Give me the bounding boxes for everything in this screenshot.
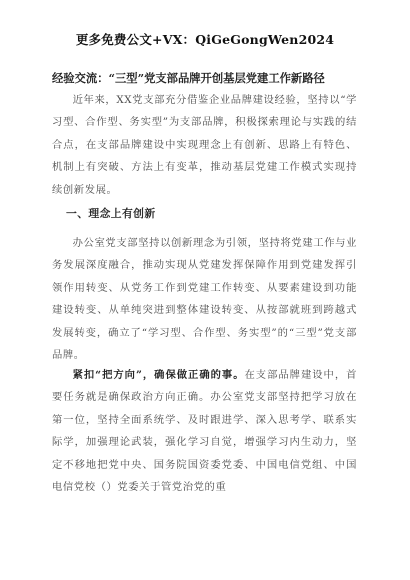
paragraph-lead-text: 紧扣“把方向”，确保做正确的事。	[72, 369, 245, 381]
paragraph-section1: 办公室党支部坚持以创新理念为引领，坚持将党建工作与业务发展深度融合，推动实现从党建发挥保障作用到党建发挥引领作用转变、从党务工作到党建工作转变、从要素建设到功能建设转变、从单纯突进到整体建设转变、从按部就班到跨越式发展转变，确立了“学习型、合作型、务实型”的“三型”党支部品牌。	[52, 237, 357, 362]
paragraph-intro: 近年来，XX党支部充分借鉴企业品牌建设经验，坚持以“学习型、合作型、务实型”为支部品牌，积极探索理论与实践的结合点，在支部品牌建设中实现理念上有创新、思路上有特色、机制上有突破、方法上有变革，推动基层党建工作模式实现持续创新发展。	[52, 94, 357, 196]
watermark-header: 更多免费公文+VX：QiGeGongWen2024	[75, 32, 335, 47]
section-heading-1: 一、理念上有创新	[66, 207, 156, 220]
document-title: 经验交流：“三型”党支部品牌开创基层党建工作新路径	[52, 71, 325, 85]
paragraph-direction	[52, 364, 357, 498]
paragraph-body-text: 在支部品牌建设中，首要任务就是确保政治方向正确。办公室党支部坚持把学习放在第一位，坚持全面系统学、及时跟进学、深入思考学、联系实际学，加强理论武装，强化学习自觉，增强学习内生动力，坚定不移地把党中央、国务院国资委党委、中国电信党组、中国电信党校（）党委关于管党治党的重	[52, 369, 358, 494]
